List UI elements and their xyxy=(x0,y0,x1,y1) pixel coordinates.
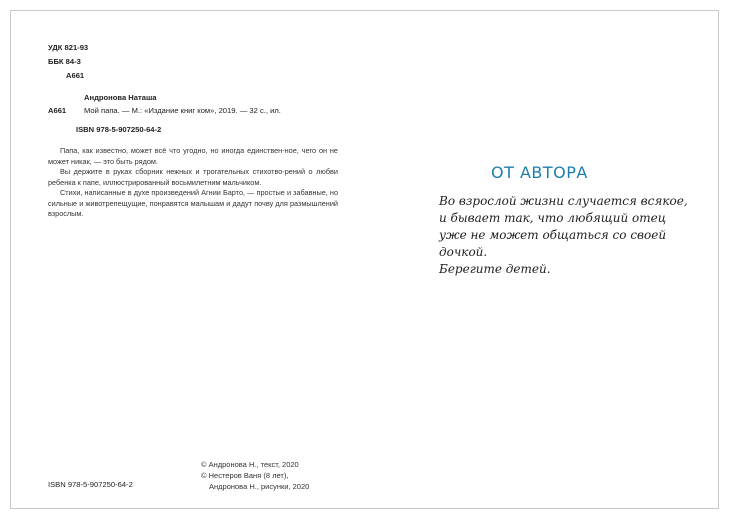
author-mark-top: А661 xyxy=(66,71,85,80)
bbk-code: ББК 84-3 xyxy=(48,57,81,66)
author-note-line: уже не может общаться со своей xyxy=(439,228,667,242)
abstract-paragraph: Стихи, написанные в духе произведений Агнии Барто, — простые и забавные, но сильные и животрепещущие, понравятся малышам и дадут почву для размышлений взрослым. xyxy=(48,188,338,218)
author-note-line: и бывает так, что любящий отец xyxy=(439,211,667,225)
bibliographic-entry: Мой папа. — М.: «Издание книг ком», 2019. — 32 с., ил. xyxy=(84,106,281,115)
udk-code: УДК 821-93 xyxy=(48,43,89,52)
copyright-line: Андронова Н., рисунки, 2020 xyxy=(209,482,310,491)
author-note-text xyxy=(439,193,689,261)
copyright-block xyxy=(201,459,309,492)
abstract-paragraph: Вы держите в руках сборник нежных и трогательных стихотво-рений о любви ребенка к папе, иллюстрированный восьмилетним мальчиком. xyxy=(48,167,338,187)
isbn: ISBN 978-5-907250-64-2 xyxy=(76,125,162,134)
author-mark: А661 xyxy=(48,106,67,115)
footer-isbn: ISBN 978-5-907250-64-2 xyxy=(48,480,133,489)
abstract-paragraph: Папа, как известно, может всё что угодно, но иногда единствен-ное, чего он не может никак, — это быть рядом. xyxy=(48,146,338,166)
author-name: Андронова Наташа xyxy=(84,93,157,102)
author-note-title: ОТ АВТОРА xyxy=(491,163,588,182)
author-note-line: Во взрослой жизни случается всякое, xyxy=(439,194,688,208)
abstract xyxy=(48,146,338,220)
copyright-line: © Нестеров Ваня (8 лет), xyxy=(201,471,289,480)
book-spread xyxy=(10,10,719,509)
author-note-page xyxy=(366,11,720,508)
author-note-line: дочкой. xyxy=(439,245,488,259)
copyright-line: © Андронова Н., текст, 2020 xyxy=(201,460,299,469)
imprint-page xyxy=(11,11,366,508)
author-note-closing: Берегите детей. xyxy=(439,262,551,276)
